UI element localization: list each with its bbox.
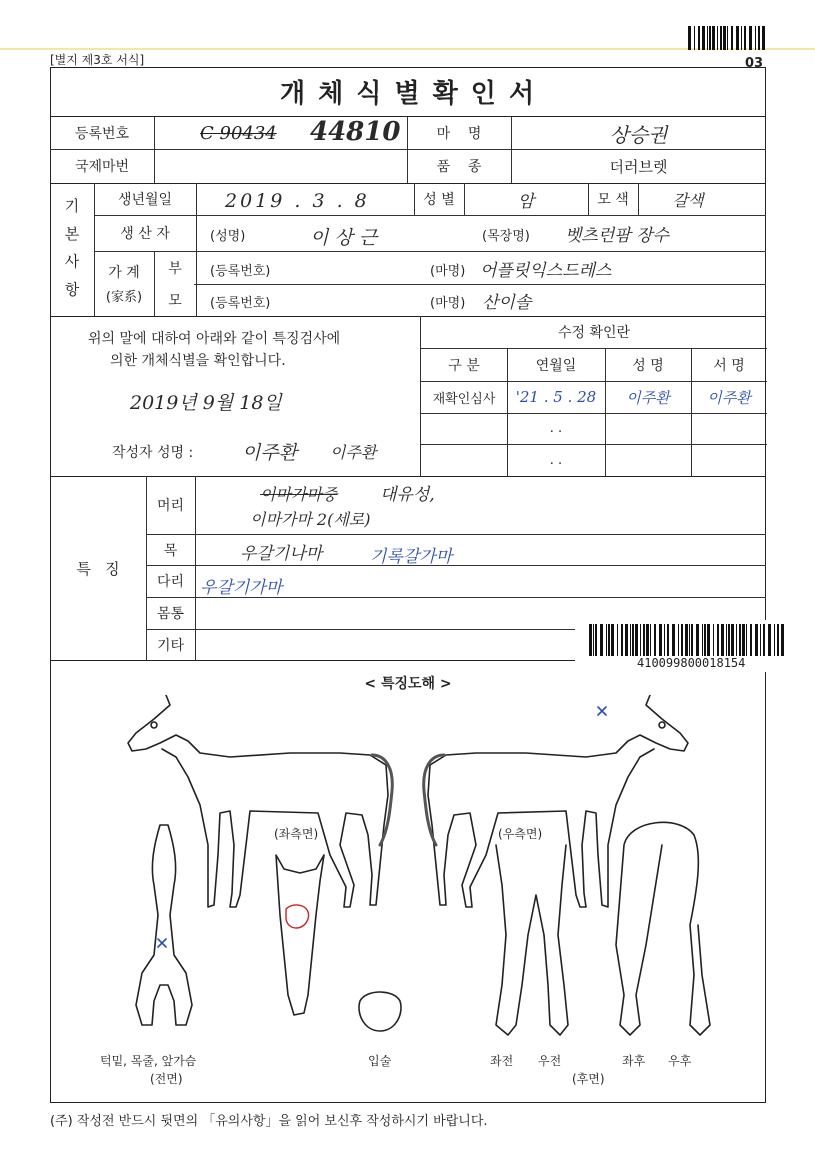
right-front-caption: 우전 xyxy=(538,1054,562,1068)
sex-value: 암 xyxy=(517,191,535,212)
body-label: 몸통 xyxy=(156,606,185,622)
horse-diagrams xyxy=(50,695,766,1095)
intl-no-label: 국제마번 xyxy=(74,159,130,175)
form-label: [별지 제3호 서식] xyxy=(50,53,145,67)
confirm-date: 2019년 9월 18일 xyxy=(130,392,282,414)
side-barcode-number: 410099800018154 xyxy=(637,656,746,670)
top-barcode xyxy=(688,26,768,50)
leg-label: 다리 xyxy=(156,574,185,590)
revision-table xyxy=(420,316,767,476)
dob-label: 생년월일 xyxy=(117,192,173,208)
sire-value: 어플릿익스드레스 xyxy=(480,261,612,281)
head-value1: 대유성, xyxy=(380,485,435,505)
head-value2: 이마가마 2(세로) xyxy=(250,510,371,529)
statement-line1: 위의 말에 대하여 아래와 같이 특징검사에 xyxy=(88,331,341,347)
right-side-tail xyxy=(424,755,444,845)
basic-section xyxy=(50,183,766,316)
rev-header-name: 성 명 xyxy=(632,357,664,374)
front-mark xyxy=(158,939,166,947)
left-side-horse xyxy=(128,695,388,907)
rev-row1-name: 이주환 xyxy=(626,388,670,407)
leg-value: 우갈기가마 xyxy=(200,578,283,598)
dam-label: 모 xyxy=(168,293,182,309)
breed-label: 품 종 xyxy=(436,159,482,175)
dam-value: 산이솔 xyxy=(482,293,532,313)
reg-no-value: 44810 xyxy=(310,117,401,147)
breeder-label: 생 산 자 xyxy=(120,226,170,242)
rev-row1-sign: 이주환 xyxy=(707,388,751,407)
breeder-name-label: (성명) xyxy=(210,229,246,244)
right-side-horse xyxy=(428,695,688,907)
features-label: 특 징 xyxy=(76,559,120,578)
other-label: 기타 xyxy=(156,637,185,654)
revision-title: 수정 확인란 xyxy=(557,325,631,341)
left-front-caption: 좌전 xyxy=(490,1054,514,1068)
writer-value: 이주환 xyxy=(242,442,298,464)
rear-view xyxy=(616,822,710,1035)
neck-value1: 우갈기나마 xyxy=(240,544,323,564)
face-view xyxy=(276,855,324,1015)
rev-row3-date: . . xyxy=(549,452,563,468)
right-rear-caption: 우후 xyxy=(668,1054,692,1068)
confirmation-block xyxy=(50,316,420,476)
rev-row1-type: 재확인심사 xyxy=(432,391,496,407)
reg-no-struck: C 90434 xyxy=(200,123,277,144)
farm-value: 벳츠런팜 장수 xyxy=(565,226,669,246)
color-value: 갈색 xyxy=(672,190,704,210)
lips-view xyxy=(359,992,401,1031)
front-caption1: 턱밑, 목줄, 앞가슴 xyxy=(100,1054,197,1068)
color-label: 모 색 xyxy=(597,192,629,208)
sire-name-label: (마명) xyxy=(430,264,466,279)
rear-caption: (후면) xyxy=(572,1072,605,1086)
dam-reg-label: (등록번호) xyxy=(210,296,271,311)
sire-label: 부 xyxy=(168,260,182,277)
writer-label: 작성자 성명 : xyxy=(112,445,194,461)
top-fields xyxy=(50,117,766,183)
sire-reg-label: (등록번호) xyxy=(210,264,271,279)
side-barcode xyxy=(589,624,784,656)
horse-name-value: 상승권 xyxy=(609,122,668,147)
left-rear-caption: 좌후 xyxy=(622,1054,646,1068)
sex-label: 성 별 xyxy=(423,192,455,208)
page-title: 개 체 식 별 확 인 서 xyxy=(50,67,766,117)
left-eye xyxy=(151,722,157,728)
left-side-caption: (좌측면) xyxy=(274,827,319,841)
footer-note: (주) 작성전 반드시 뒷면의 「유의사항」을 읽어 보신후 작성하시기 바랍니다. xyxy=(50,1114,488,1129)
rev-row2-date: . . xyxy=(549,421,563,436)
writer-sign: 이주환 xyxy=(330,443,377,462)
lips-caption: 입술 xyxy=(368,1054,392,1068)
front-caption2: (전면) xyxy=(150,1072,183,1086)
right-eye xyxy=(659,722,665,728)
reg-no-label: 등록번호 xyxy=(74,126,130,142)
family-hanja: (家系) xyxy=(105,290,143,305)
barcode-sticker xyxy=(575,620,790,672)
rev-header-sign: 서 명 xyxy=(713,357,745,374)
right-side-caption: (우측면) xyxy=(498,827,543,841)
family-label-cell xyxy=(94,251,154,316)
breed-value: 더러브렛 xyxy=(609,157,668,176)
rev-header-type: 구 분 xyxy=(448,357,480,374)
rev-row1-date: '21 . 5 . 28 xyxy=(515,388,597,406)
dob-value: 2019 . 3 . 8 xyxy=(225,190,370,212)
right-mark xyxy=(598,707,606,715)
dam-name-label: (마명) xyxy=(430,296,466,311)
head-struck: 이마가마중 xyxy=(260,485,338,504)
diagram-title: < 특징도해 > xyxy=(364,676,452,692)
statement-line2: 의한 개체식별을 확인합니다. xyxy=(110,353,286,369)
neck-label: 목 xyxy=(163,542,178,559)
front-legs-view xyxy=(496,845,568,1035)
page-number: 03 xyxy=(745,56,764,71)
neck-value2: 기록갈가마 xyxy=(370,547,453,567)
head-label: 머리 xyxy=(156,498,185,514)
farm-label: (목장명) xyxy=(482,229,530,244)
breeder-value: 이 상 근 xyxy=(310,227,378,249)
family-label: 가 계 xyxy=(108,265,140,281)
front-view-horse xyxy=(136,825,192,1025)
horse-name-label: 마 명 xyxy=(436,126,482,142)
basic-section-label: 기 본 사 항 xyxy=(62,198,81,301)
left-side-tail xyxy=(372,755,392,845)
rev-header-date: 연월일 xyxy=(535,357,577,374)
face-mark xyxy=(286,905,309,928)
